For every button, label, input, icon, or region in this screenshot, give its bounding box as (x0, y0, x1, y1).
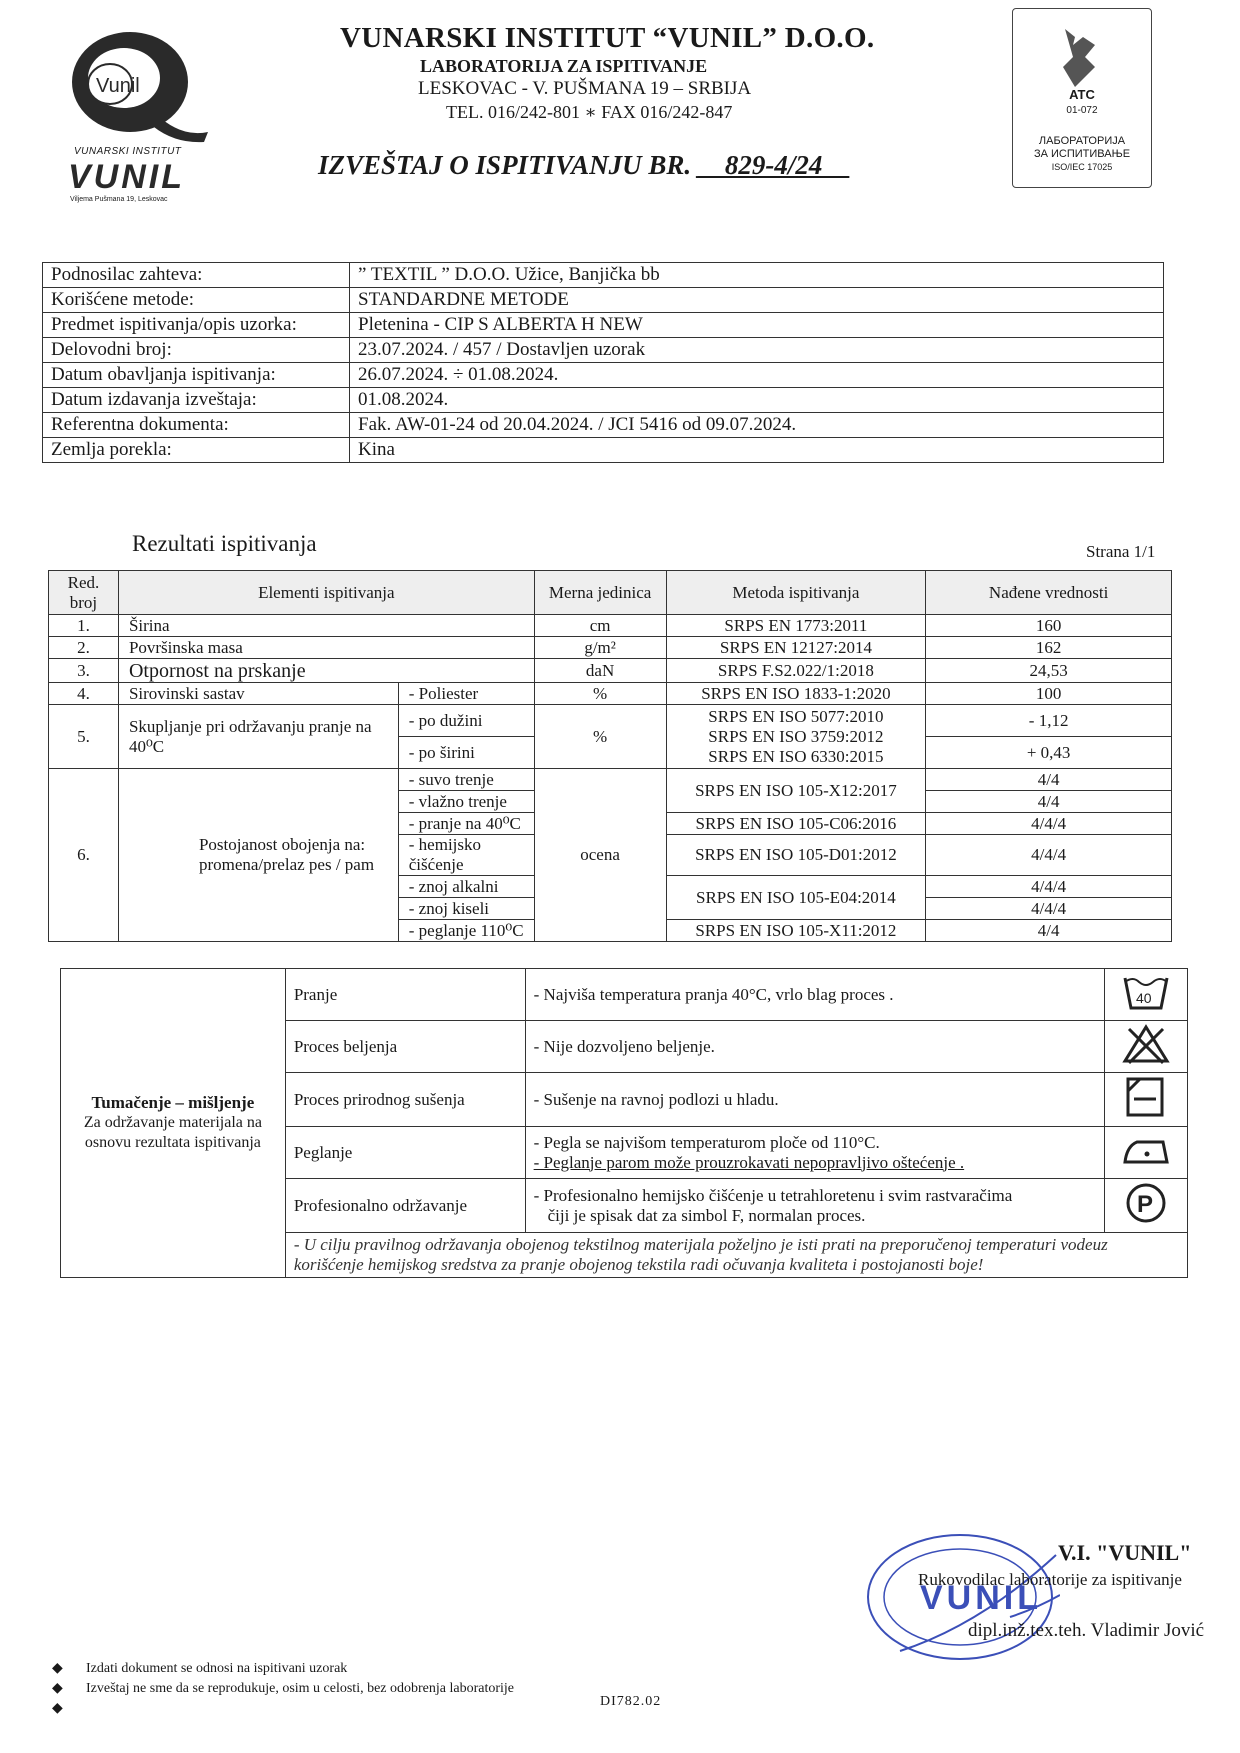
logo (58, 20, 208, 210)
vunil-q-logo-icon (58, 20, 208, 150)
table-row (49, 637, 1172, 659)
row-method: SRPS EN ISO 105-X12:2017 (666, 769, 926, 813)
care-process: Proces beljenja (285, 1021, 525, 1073)
row-value: 162 (926, 637, 1172, 659)
info-value: Fak. AW-01-24 od 20.04.2024. / JCI 5416 od 09.07.2024. (350, 413, 1164, 438)
accreditation-box (1012, 8, 1152, 188)
row-value: - 1,12 (926, 705, 1172, 737)
care-text: - Pegla se najvišom temperaturom ploče od 110°C. (533, 1132, 880, 1152)
logo-caption: VUNARSKI INSTITUT (74, 146, 182, 157)
logo-wordmark: VUNIL (68, 158, 185, 196)
logo-address: Viljema Pušmana 19, Leskovac (70, 196, 168, 203)
row-value: 4/4 (926, 769, 1172, 791)
row-method: SRPS EN ISO 105-D01:2012 (666, 835, 926, 876)
care-icon-cell (1104, 1127, 1187, 1179)
info-value: 01.08.2024. (350, 388, 1164, 413)
signature-org: V.I. "VUNIL" (1058, 1540, 1192, 1565)
row-element: Otpornost na prskanje (118, 659, 534, 683)
row-value: 4/4/4 (926, 835, 1172, 876)
row-method: SRPS EN 12127:2014 (666, 637, 926, 659)
no-bleach-icon (1121, 1023, 1171, 1065)
iron-low-icon (1121, 1132, 1171, 1168)
row-sub: - hemijsko čišćenje (398, 835, 534, 876)
row-method: SRPS EN 1773:2011 (666, 615, 926, 637)
footer-note (52, 1680, 514, 1697)
drycleaning-p-icon (1124, 1181, 1168, 1225)
care-icon-cell (1104, 1021, 1187, 1073)
row-sub: - znoj alkalni (398, 876, 534, 898)
stamp-seal-icon (860, 1525, 1060, 1675)
row-unit: g/m² (534, 637, 666, 659)
row-value: 4/4/4 (926, 813, 1172, 835)
care-process: Peglanje (285, 1127, 525, 1179)
row-element: Postojanost obojenja na: promena/prelaz pes / pam (118, 769, 398, 942)
row-sub: - vlažno trenje (398, 791, 534, 813)
care-text: - Nije dozvoljeno beljenje. (525, 1021, 1104, 1073)
row-sub: - suvo trenje (398, 769, 534, 791)
bullet-icon: ◆ (52, 1661, 63, 1676)
svg-text:P: P (1136, 1191, 1153, 1218)
row-method: SRPS EN ISO 1833-1:2020 (666, 683, 926, 705)
info-value: Kina (350, 438, 1164, 463)
table-row (49, 705, 1172, 737)
care-text-cell (525, 1179, 1104, 1233)
info-value: 23.07.2024. / 457 / Dostavljen uzorak (350, 338, 1164, 363)
info-value: 26.07.2024. ÷ 01.08.2024. (350, 363, 1164, 388)
care-text: - Peglanje parom može prouzrokavati nepopravljivo oštećenje . (533, 1152, 965, 1172)
atc-mark-icon (1013, 23, 1151, 93)
table-row (49, 683, 1172, 705)
row-method: SRPS EN ISO 105-E04:2014 (666, 876, 926, 920)
info-label: Referentna dokumenta: (43, 413, 350, 438)
care-process: Profesionalno održavanje (285, 1179, 525, 1233)
care-text: - Sušenje na ravnoj podlozi u hladu. (525, 1073, 1104, 1127)
care-interpretation-table (60, 968, 1188, 1278)
footer-note (52, 1660, 347, 1677)
info-row (43, 388, 1164, 413)
lab-subtitle: LABORATORIJA ZA ISPITIVANJE (420, 56, 708, 76)
info-label: Podnosilac zahteva: (43, 263, 350, 288)
interpretation-subtitle: Za održavanje materijala na osnovu rezultata ispitivanja (83, 1114, 262, 1151)
row-method: SRPS EN ISO 105-X11:2012 (666, 920, 926, 942)
info-row (43, 313, 1164, 338)
info-row (43, 438, 1164, 463)
info-value: ” TEXTIL ” D.O.O. Užice, Banjička bb (350, 263, 1164, 288)
info-value: Pletenina - CIP S ALBERTA H NEW (350, 313, 1164, 338)
page-number: Strana 1/1 (1086, 542, 1156, 561)
col-unit: Merna jedinica (534, 571, 666, 615)
info-label: Delovodni broj: (43, 338, 350, 363)
table-row (49, 615, 1172, 637)
care-icon-cell (1104, 1073, 1187, 1127)
row-methods (666, 705, 926, 769)
row-unit: % (534, 683, 666, 705)
care-process: Pranje (285, 969, 525, 1021)
row-value: + 0,43 (926, 737, 1172, 769)
row-no: 5. (49, 705, 119, 769)
row-unit: daN (534, 659, 666, 683)
stamp-word: VUNIL (920, 1579, 1042, 1617)
row-element: Skupljanje pri održavanju pranje na 40⁰C (118, 705, 398, 769)
report-title (318, 150, 849, 181)
info-row (43, 338, 1164, 363)
row-element: Površinska masa (118, 637, 534, 659)
cert-line2: ЗА ИСПИТИВАЊЕ (1033, 148, 1131, 160)
info-row (43, 363, 1164, 388)
info-row (43, 263, 1164, 288)
svg-text:40: 40 (1135, 990, 1152, 1006)
bullet-icon: ◆ (52, 1701, 63, 1716)
row-element: Širina (118, 615, 534, 637)
col-no: Red. broj (49, 571, 119, 615)
laboratory-stamp (860, 1525, 1060, 1680)
row-value: 24,53 (926, 659, 1172, 683)
care-process: Proces prirodnog sušenja (285, 1073, 525, 1127)
atc-label: ATC (1069, 87, 1095, 102)
row-sub: - po dužini (398, 705, 534, 737)
col-value: Nađene vrednosti (926, 571, 1172, 615)
row-no: 6. (49, 769, 119, 942)
results-header-row (49, 571, 1172, 615)
report-number: __829-4/24__ (697, 150, 850, 180)
care-row (61, 969, 1188, 1021)
row-value: 4/4 (926, 791, 1172, 813)
row-sub: - Poliester (398, 683, 534, 705)
footer-text: Izveštaj ne sme da se reprodukuje, osim u celosti, bez odobrenja laboratorije (86, 1681, 515, 1696)
info-row (43, 413, 1164, 438)
info-label: Zemlja porekla: (43, 438, 350, 463)
row-sub: - peglanje 110⁰C (398, 920, 534, 942)
institute-title: VUNARSKI INSTITUT “VUNIL” D.O.O. (340, 22, 875, 54)
row-no: 1. (49, 615, 119, 637)
info-label: Korišćene metode: (43, 288, 350, 313)
table-row (49, 769, 1172, 791)
care-text: - Profesionalno hemijsko čišćenje u tetrahloretenu i svim rastvaračima (533, 1185, 1013, 1205)
info-row (43, 288, 1164, 313)
cert-line1: ЛАБОРАТОРИЈА (1038, 135, 1126, 147)
signature-role: Rukovodilac laboratorije za ispitivanje (918, 1570, 1182, 1589)
cert-line3: ISO/IEC 17025 (1051, 162, 1113, 172)
atc-number: 01-072 (1066, 105, 1098, 116)
row-method: SRPS EN ISO 5077:2010 (708, 706, 884, 726)
footer-text: Izdati dokument se odnosi na ispitivani uzorak (86, 1661, 348, 1676)
care-text-cell (525, 1127, 1104, 1179)
results-heading: Rezultati ispitivanja (132, 531, 317, 556)
signature-name: dipl.inž.tex.teh. Vladimir Jović (968, 1620, 1205, 1641)
row-no: 2. (49, 637, 119, 659)
row-sub: - pranje na 40⁰C (398, 813, 534, 835)
care-icon-cell (1104, 1179, 1187, 1233)
care-text: čiji je spisak dat za simbol F, normalan proces. (547, 1205, 866, 1225)
care-text: - Najviša temperatura pranja 40°C, vrlo blag proces . (525, 969, 1104, 1021)
row-method: SRPS EN ISO 105-C06:2016 (666, 813, 926, 835)
interpretation-heading-cell (61, 969, 286, 1278)
row-element: Sirovinski sastav (118, 683, 398, 705)
row-value: 4/4/4 (926, 876, 1172, 898)
row-value: 160 (926, 615, 1172, 637)
care-note: - U cilju pravilnog održavanja obojenog tekstilnog materijala poželjno je isti prati na preporučenoj temperaturi vodeuz korišćenje hemijskog sredstva za pranje obojenog tekstila radi očuvanja kvaliteta i postojanosti boje! (285, 1233, 1187, 1278)
institute-phone: TEL. 016/242-801 ∗ FAX 016/242-847 (446, 102, 733, 122)
info-label: Datum obavljanja ispitivanja: (43, 363, 350, 388)
row-method: SRPS EN ISO 6330:2015 (708, 746, 884, 766)
report-prefix: IZVEŠTAJ O ISPITIVANJU BR. (318, 150, 692, 180)
info-label: Datum izdavanja izveštaja: (43, 388, 350, 413)
row-value: 100 (926, 683, 1172, 705)
logo-name: Vunil (96, 75, 140, 97)
row-method: SRPS EN ISO 3759:2012 (708, 726, 884, 746)
results-table (48, 570, 1172, 942)
row-method: SRPS F.S2.022/1:2018 (666, 659, 926, 683)
row-no: 3. (49, 659, 119, 683)
table-row (49, 659, 1172, 683)
col-method: Metoda ispitivanja (666, 571, 926, 615)
row-value: 4/4 (926, 920, 1172, 942)
row-unit: % (534, 705, 666, 769)
row-value: 4/4/4 (926, 898, 1172, 920)
row-sub: - po širini (398, 737, 534, 769)
info-value: STANDARDNE METODE (350, 288, 1164, 313)
institute-address: LESKOVAC - V. PUŠMANA 19 – SRBIJA (418, 78, 752, 99)
interpretation-title: Tumačenje – mišljenje (91, 1093, 255, 1112)
row-unit: cm (534, 615, 666, 637)
info-label: Predmet ispitivanja/opis uzorka: (43, 313, 350, 338)
bullet-icon: ◆ (52, 1681, 63, 1696)
document-code: DI782.02 (600, 1694, 662, 1709)
wash-40-icon (1121, 972, 1171, 1012)
dry-flat-shade-icon (1124, 1075, 1168, 1119)
sample-info-table (42, 262, 1164, 463)
row-no: 4. (49, 683, 119, 705)
row-sub: - znoj kiseli (398, 898, 534, 920)
col-element: Elementi ispitivanja (118, 571, 534, 615)
row-unit: ocena (534, 769, 666, 942)
care-icon-cell (1104, 969, 1187, 1021)
footer-note (52, 1700, 86, 1717)
